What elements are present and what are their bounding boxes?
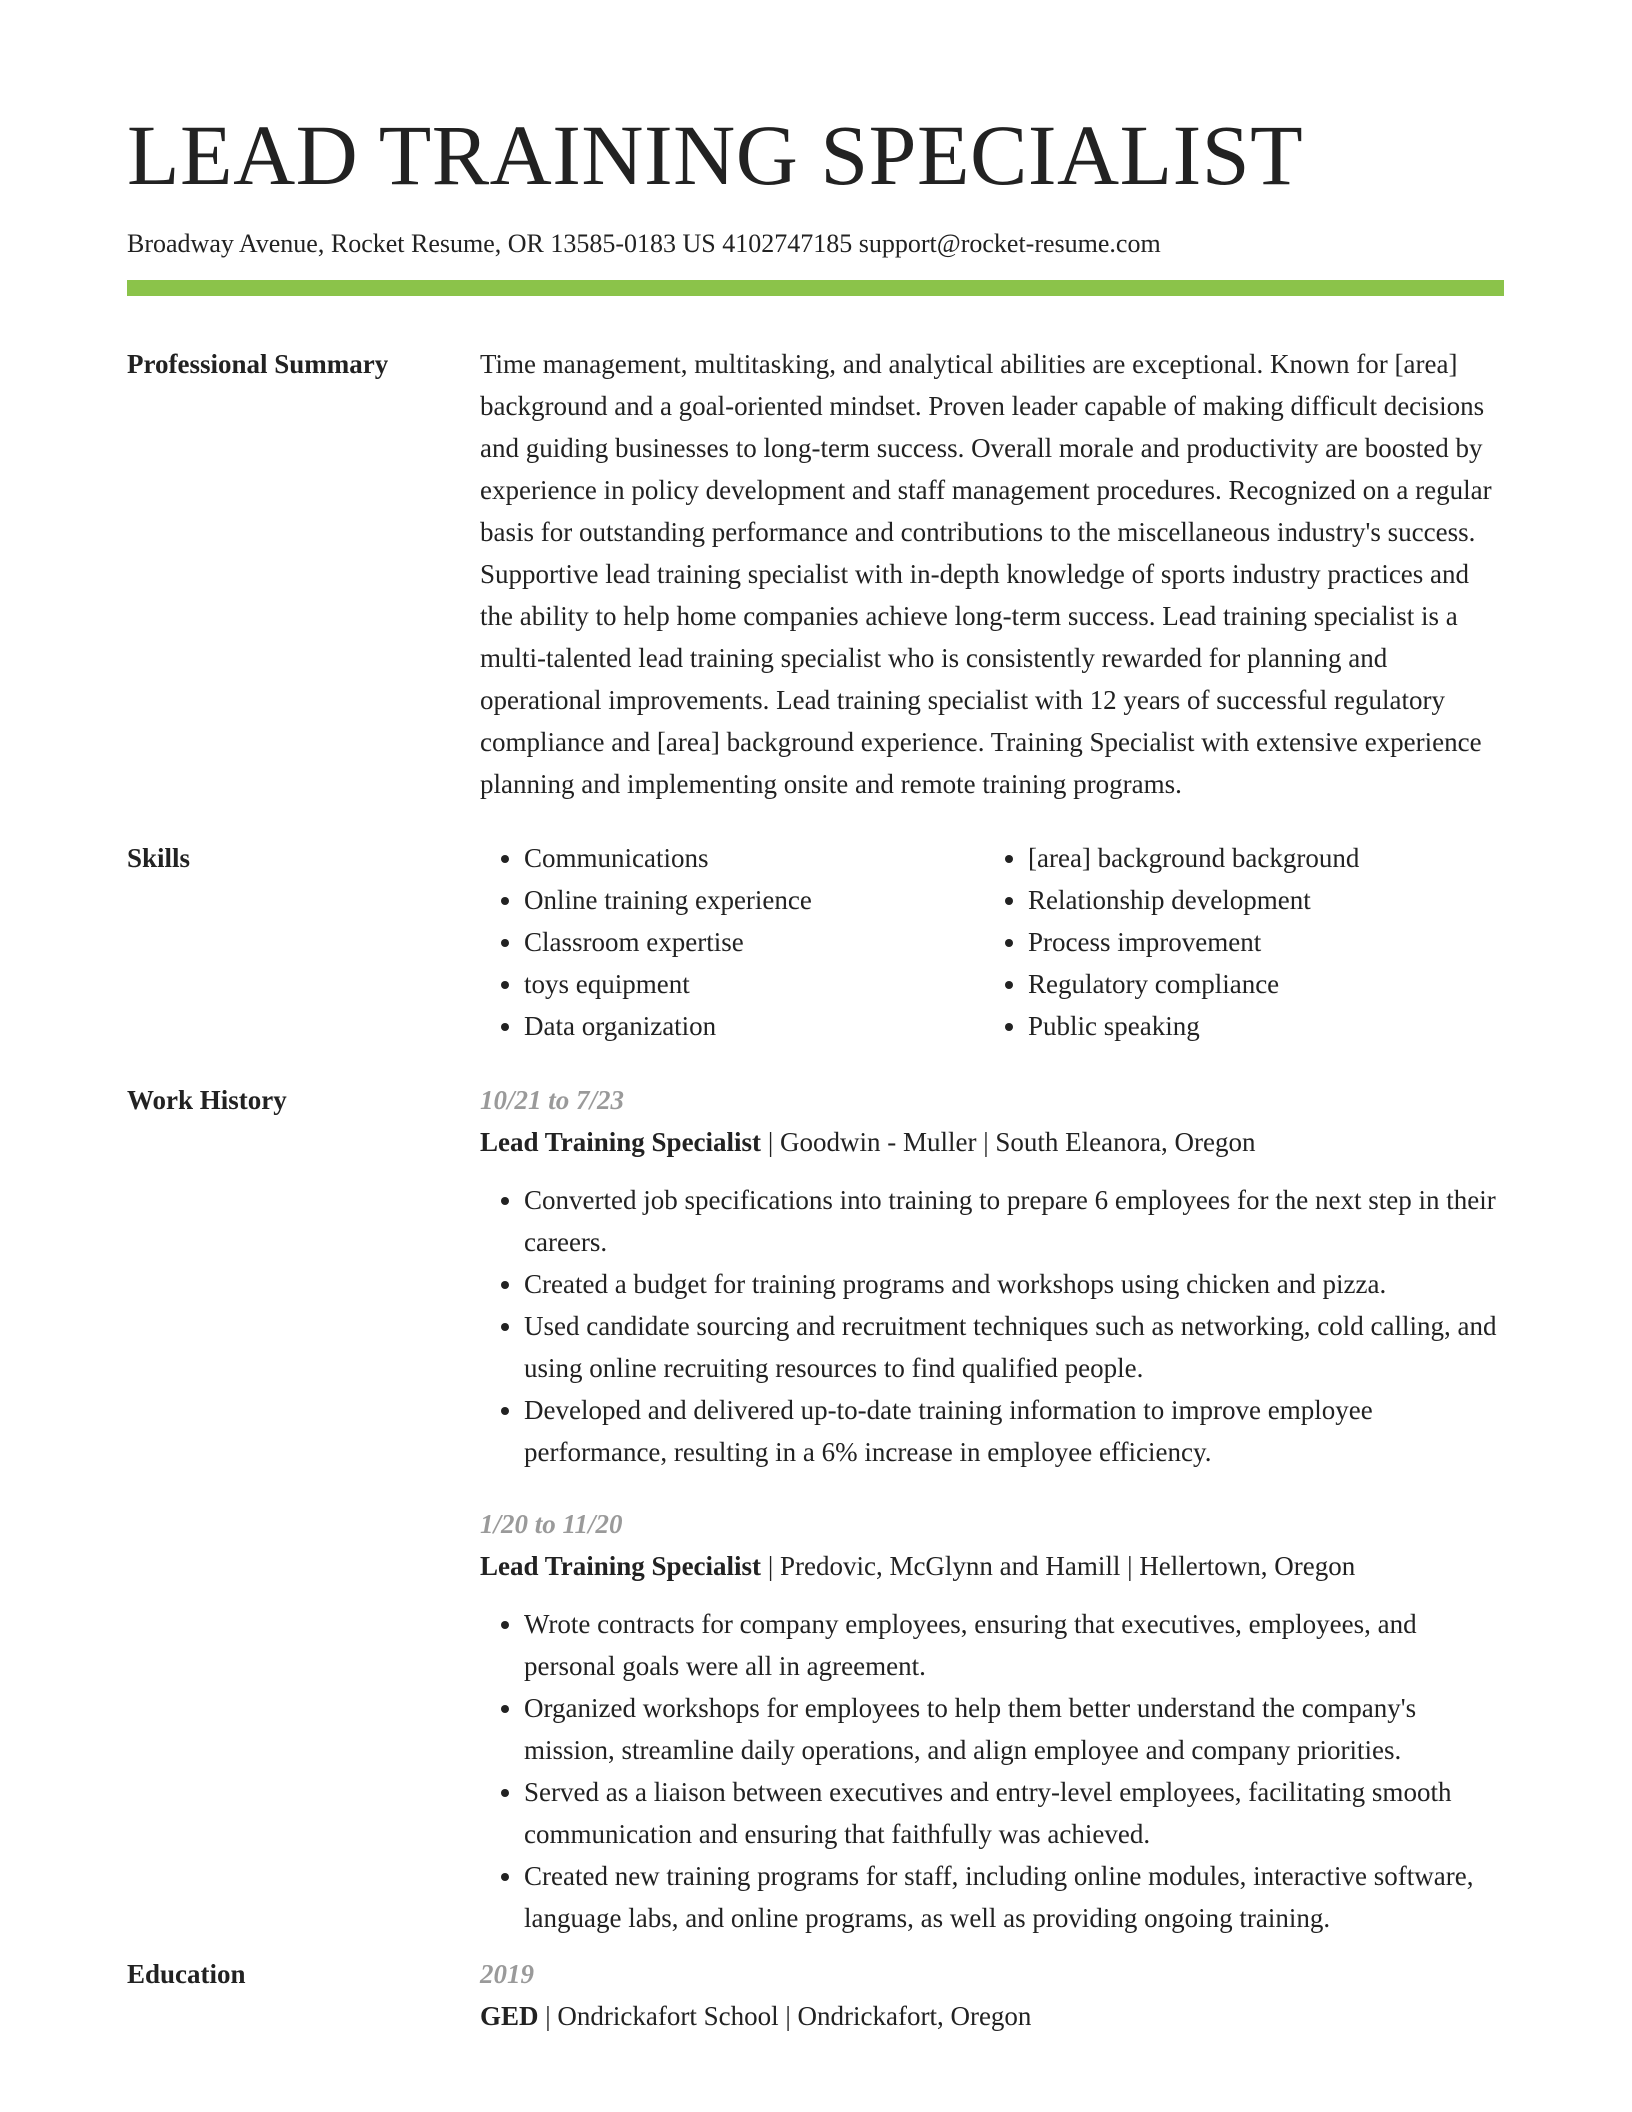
work-history-section: [127, 1079, 1504, 1939]
header-divider: [127, 280, 1504, 296]
job-entry: [480, 1079, 1504, 1473]
job-entry: [480, 1503, 1504, 1939]
skill-item: • [area] background background: [1028, 837, 1498, 879]
summary-text: Time management, multitasking, and analytical abilities are exceptional. Known for [area] background and a goal-oriented mindset. Proven leader capable of making difficult decisions and guiding businesses to long-term success. Overall morale and productivity are boosted by experience in policy development and staff management procedures. Recognized on a regular basis for outstanding performance and contributions to the miscellaneous industry's success. Supportive lead training specialist with in-depth knowledge of sports industry practices and the ability to help home companies achieve long-term success. Lead training specialist is a multi-talented lead training specialist who is consistently rewarded for planning and operational improvements. Lead training specialist with 12 years of successful regulatory compliance and [area] background experience. Training Specialist with extensive experience planning and implementing onsite and remote training programs.: [480, 349, 1492, 799]
job-bullet: • Created new training programs for staff, including online modules, interactive software, language labs, and online programs, as well as providing ongoing training.: [524, 1855, 1504, 1939]
job-date: 1/20 to 11/20: [480, 1509, 623, 1539]
job-bullet: • Organized workshops for employees to help them better understand the company's mission, streamline daily operations, and align employee and company priorities.: [524, 1687, 1504, 1771]
skills-heading: Skills: [127, 843, 191, 873]
work-history-heading: Work History: [127, 1085, 287, 1115]
skill-item: • Classroom expertise: [524, 921, 984, 963]
job-bullet: • Served as a liaison between executives and entry-level employees, facilitating smooth communication and ensuring that faithfully was achieved.: [524, 1771, 1504, 1855]
education-date: 2019: [480, 1959, 534, 1989]
job-bullet: • Wrote contracts for company employees, ensuring that executives, employees, and personal goals were all in agreement.: [524, 1603, 1504, 1687]
job-bullet: • Created a budget for training programs and workshops using chicken and pizza.: [524, 1263, 1504, 1305]
job-role: Lead Training Specialist: [480, 1551, 762, 1581]
education-heading: Education: [127, 1959, 246, 1989]
job-title-line: [480, 1545, 1504, 1587]
resume-title: LEAD TRAINING SPECIALIST: [127, 107, 1304, 203]
job-bullets: [480, 1179, 1504, 1473]
resume-page: [127, 107, 1504, 2037]
job-details: | Goodwin - Muller | South Eleanora, Oregon: [761, 1127, 1256, 1157]
job-role: Lead Training Specialist: [480, 1127, 762, 1157]
job-title-line: [480, 1121, 1504, 1163]
summary-section: [127, 343, 1504, 805]
job-bullet: • Converted job specifications into training to prepare 6 employees for the next step in their careers.: [524, 1179, 1504, 1263]
summary-heading: Professional Summary: [127, 349, 389, 379]
job-bullet: • Developed and delivered up-to-date training information to improve employee performance, resulting in a 6% increase in employee efficiency.: [524, 1389, 1504, 1473]
skill-item: • Online training experience: [524, 879, 984, 921]
education-degree: GED: [480, 2001, 539, 2031]
job-details: | Predovic, McGlynn and Hamill | Hellertown, Oregon: [761, 1551, 1356, 1581]
skill-item: • Communications: [524, 837, 984, 879]
skills-section: [127, 837, 1504, 1047]
education-details: | Ondrickafort School | Ondrickafort, Oregon: [538, 2001, 1032, 2031]
job-bullet: • Used candidate sourcing and recruitment techniques such as networking, cold calling, and using online recruiting resources to find qualified people.: [524, 1305, 1504, 1389]
skill-item: • Data organization: [524, 1005, 984, 1047]
skill-item: • Public speaking: [1028, 1005, 1498, 1047]
job-date: 10/21 to 7/23: [480, 1085, 625, 1115]
education-section: [127, 1953, 1504, 2037]
skills-list-right: [984, 837, 1498, 1047]
skill-item: • Process improvement: [1028, 921, 1498, 963]
job-bullets: [480, 1603, 1504, 1939]
skills-list-left: [480, 837, 984, 1047]
skill-item: • Relationship development: [1028, 879, 1498, 921]
skill-item: • Regulatory compliance: [1028, 963, 1498, 1005]
skills-grid: [480, 837, 1504, 1047]
education-line: [480, 1995, 1504, 2037]
contact-line: Broadway Avenue, Rocket Resume, OR 13585-0183 US 4102747185 support@rocket-resume.com: [127, 229, 1161, 258]
skill-item: • toys equipment: [524, 963, 984, 1005]
